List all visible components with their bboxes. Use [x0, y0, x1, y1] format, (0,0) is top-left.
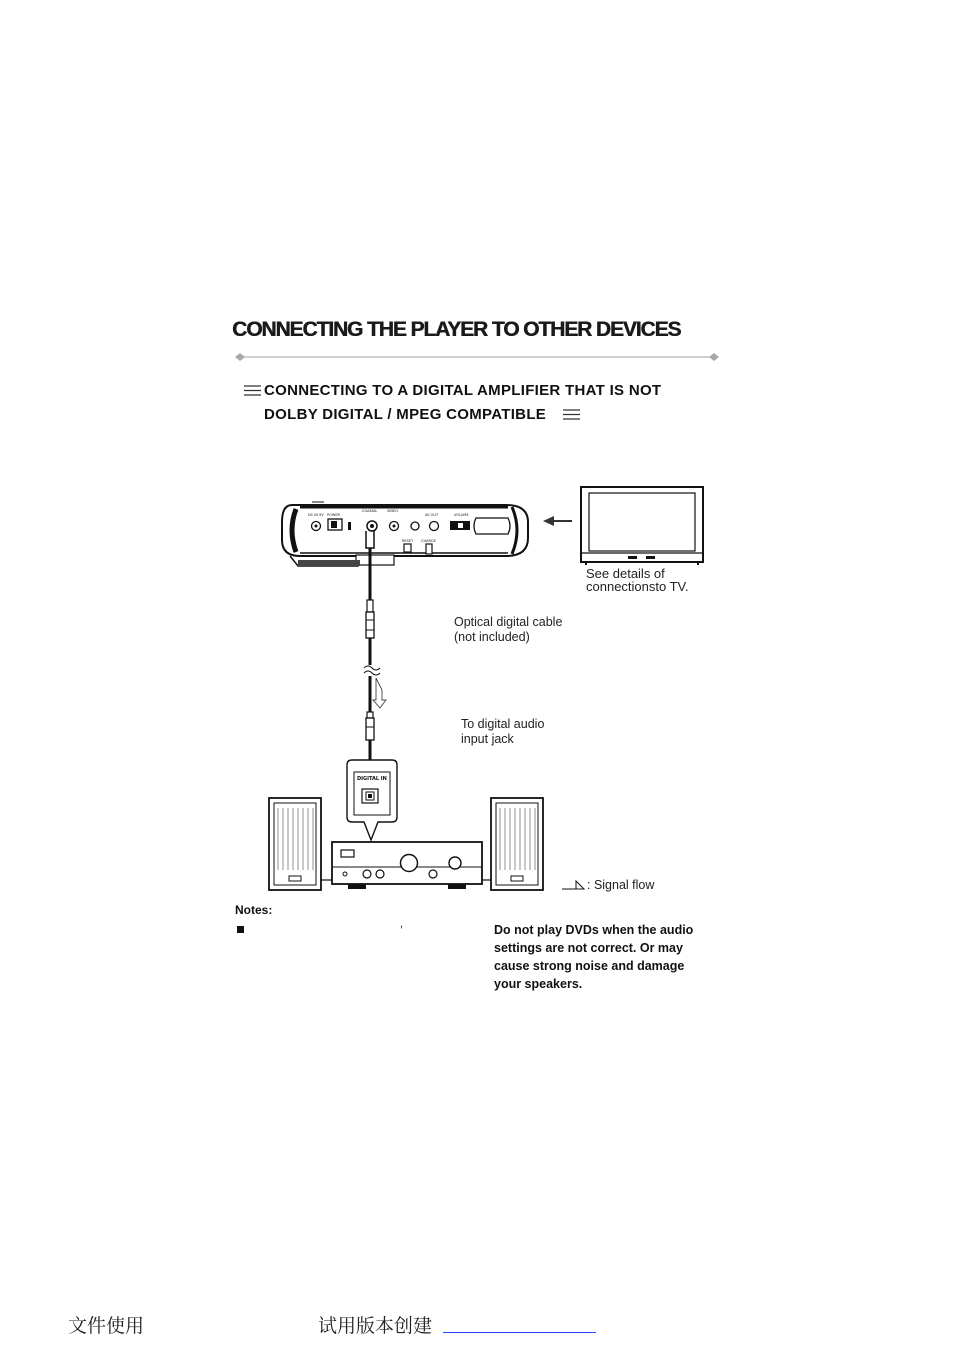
svg-text:POWER: POWER	[327, 513, 340, 517]
footer-left-text: 文件使用	[68, 1315, 145, 1337]
warning-line: settings are not correct. Or may	[494, 941, 683, 955]
cable-label-line2: (not included)	[454, 630, 530, 644]
tv-note-line1: See details of	[586, 566, 665, 581]
page-title: CONNECTING THE PLAYER TO OTHER DEVICES	[232, 318, 681, 341]
svg-text:DC IN 9V: DC IN 9V	[308, 513, 324, 517]
warning-line: Do not play DVDs when the audio	[494, 923, 694, 937]
svg-text:VOLUME: VOLUME	[454, 513, 469, 517]
section-heading-line1: CONNECTING TO A DIGITAL AMPLIFIER THAT IS NOT	[264, 382, 662, 399]
signal-arrow-icon	[373, 678, 386, 708]
tv-arrow	[543, 516, 572, 526]
signal-flow-icon	[562, 881, 584, 889]
warning-text	[494, 921, 744, 993]
jack-label-line2: input jack	[461, 732, 514, 746]
warning-line: your speakers.	[494, 977, 583, 991]
left-speaker-icon	[269, 798, 321, 890]
cable-label-line1: Optical digital cable	[454, 615, 563, 629]
svg-text:COAXIAL: COAXIAL	[362, 509, 378, 513]
footer-right-text: 试用版本创建	[318, 1315, 433, 1337]
signal-flow-label: : Signal flow	[587, 878, 655, 892]
svg-text:RESET: RESET	[402, 539, 414, 543]
svg-text:VIDEO: VIDEO	[387, 509, 399, 513]
footer-link[interactable]	[443, 1332, 596, 1333]
right-speaker-icon	[491, 798, 543, 890]
dvd-player-panel	[282, 502, 528, 566]
amplifier-icon	[332, 842, 482, 889]
tv-note-line2: connectionsto TV.	[586, 579, 689, 594]
jack-label-line1: To digital audio	[461, 717, 545, 731]
tv-icon	[581, 487, 703, 565]
svg-text:AV OUT: AV OUT	[425, 513, 439, 517]
bullet-icon	[237, 926, 244, 933]
svg-text:CHARGE: CHARGE	[421, 539, 436, 543]
notes-comma: ,	[400, 918, 404, 930]
warning-line: cause strong noise and damage	[494, 959, 685, 973]
digital-in-callout	[347, 760, 397, 840]
notes-title: Notes:	[235, 903, 273, 917]
section-heading-line2: DOLBY DIGITAL / MPEG COMPATIBLE	[264, 406, 547, 423]
digital-in-label: DIGITAL IN	[357, 776, 387, 782]
